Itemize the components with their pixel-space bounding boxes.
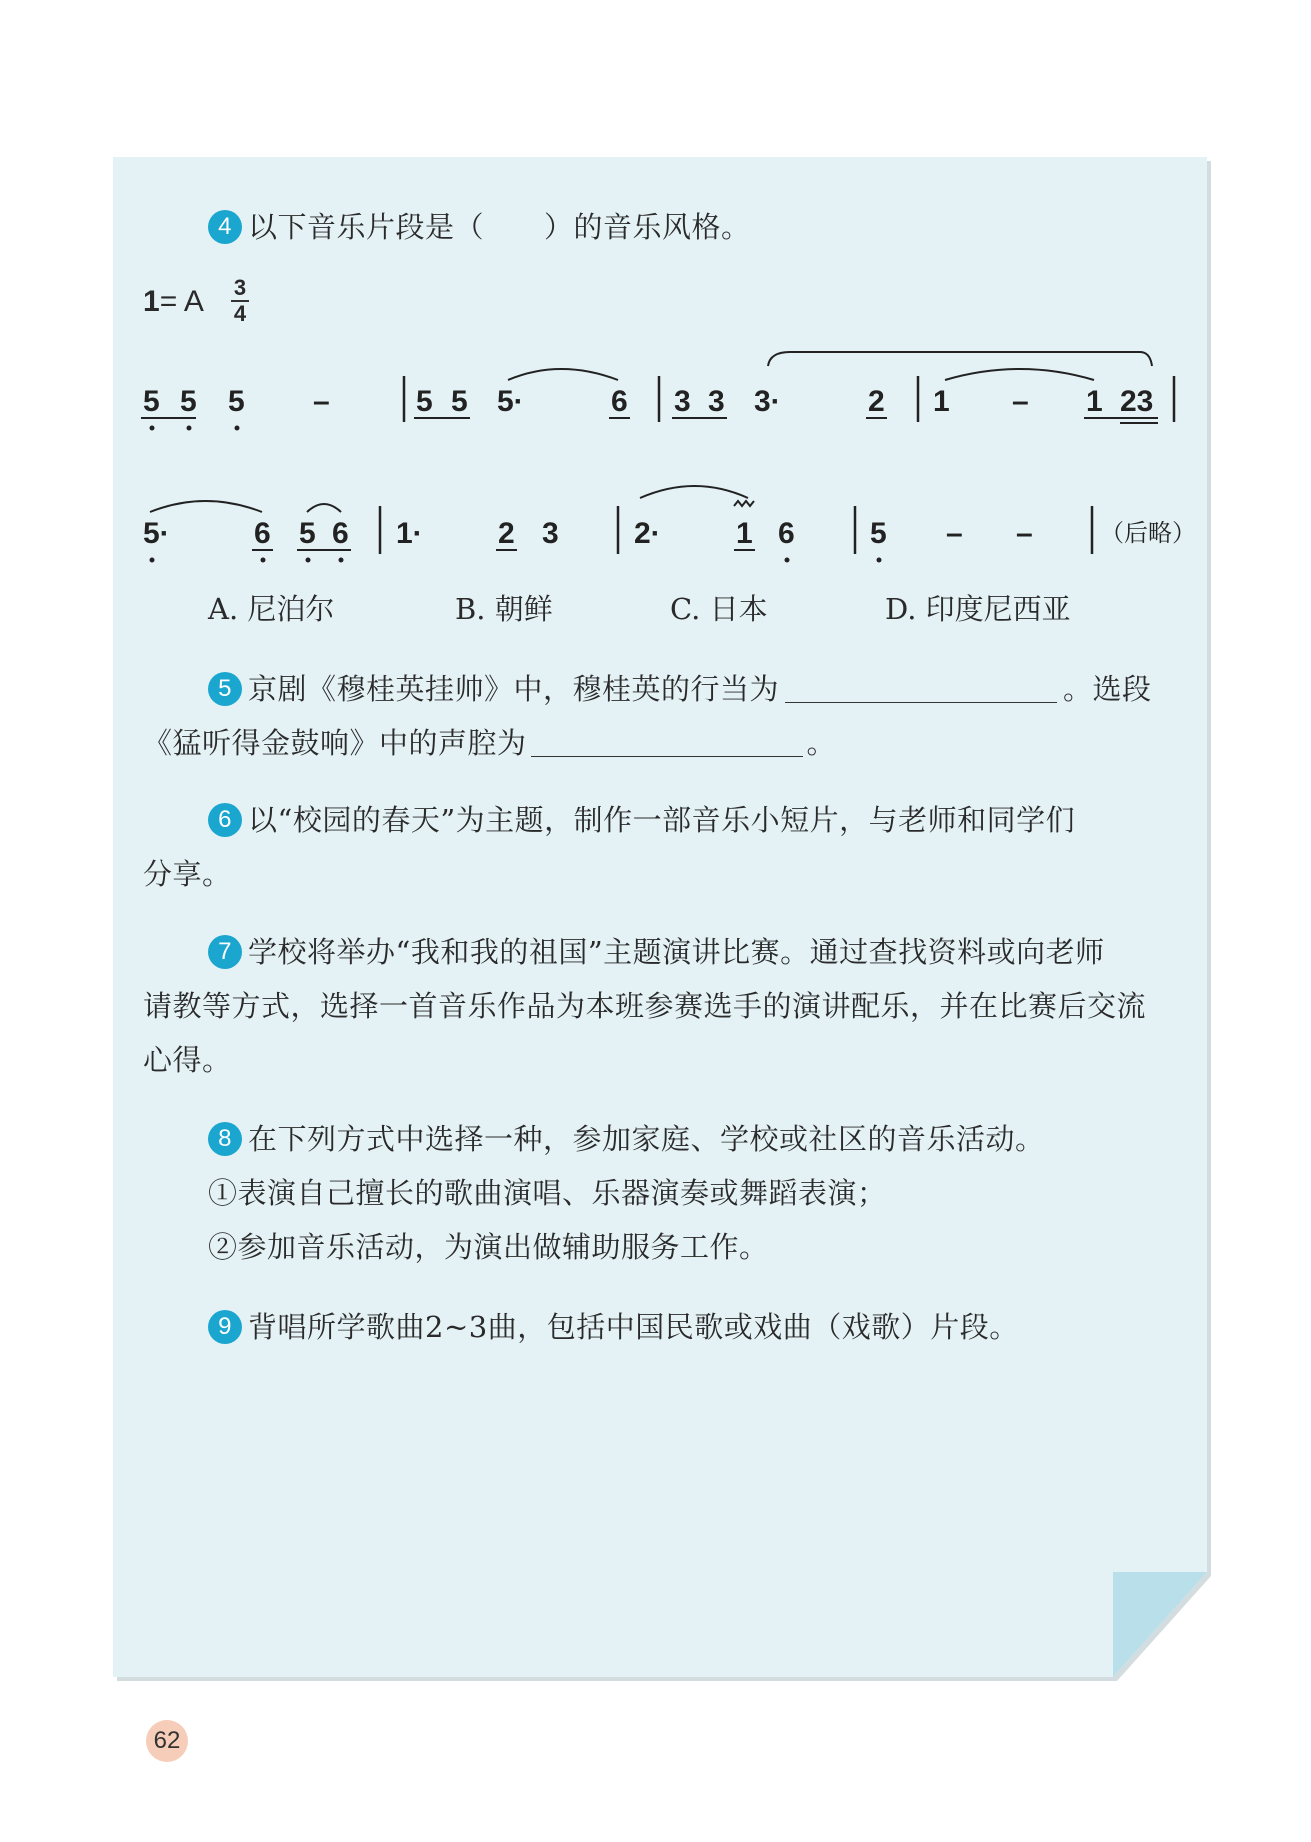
time-signature: 3 4	[231, 277, 249, 325]
question-4-text-before: 以下音乐片段是（	[248, 210, 485, 244]
note: –	[946, 517, 963, 550]
note: 6	[254, 517, 271, 550]
option-b: B. 朝鲜	[455, 592, 553, 626]
answer-blank[interactable]	[531, 728, 803, 757]
question-number-badge: 9	[208, 1310, 242, 1344]
note: 2·	[634, 517, 661, 550]
question-number-badge: 6	[208, 803, 242, 837]
note: 5	[299, 517, 316, 550]
note: 5	[180, 385, 197, 418]
question-9: 9 背唱所学歌曲2~3曲，包括中国民歌或戏曲（戏歌）片段。	[208, 1300, 1019, 1354]
question-8-line-3: ②参加音乐活动，为演出做辅助服务工作。	[208, 1230, 769, 1264]
question-number-badge: 5	[208, 672, 242, 706]
note: 5·	[143, 517, 170, 550]
page-number: 62	[146, 1720, 188, 1762]
note: 2	[498, 517, 515, 550]
note: 1	[1086, 385, 1103, 418]
question-number-badge: 4	[208, 210, 242, 244]
note: 3	[542, 517, 559, 550]
question-5-line-1: 5 京剧《穆桂英挂帅》中，穆桂英的行当为 。选段	[208, 662, 1152, 716]
option-d: D. 印度尼西亚	[885, 592, 1071, 626]
question-7-line-2: 请教等方式，选择一首音乐作品为本班参赛选手的演讲配乐，并在比赛后交流	[143, 989, 1147, 1023]
note: –	[313, 385, 330, 418]
key-signature: 1= A 3 4	[143, 285, 204, 319]
note: 5·	[497, 385, 524, 418]
note: 6	[778, 517, 795, 550]
ending-note: （后略）	[1100, 519, 1196, 547]
note: 23	[1120, 385, 1154, 418]
question-6-line-1: 6 以“校园的春天”为主题，制作一部音乐小短片，与老师和同学们	[208, 793, 1075, 847]
note: 6	[611, 385, 628, 418]
question-number-badge: 7	[208, 935, 242, 969]
note: 6	[332, 517, 349, 550]
question-5-line-2: 《猛听得金鼓响》中的声腔为 。	[143, 726, 837, 760]
note: 3	[674, 385, 691, 418]
note: 5	[451, 385, 468, 418]
question-7-line-1: 7 学校将举办“我和我的祖国”主题演讲比赛。通过查找资料或向老师	[208, 925, 1105, 979]
note: 3·	[754, 385, 781, 418]
note: 2	[868, 385, 885, 418]
score-line-1	[141, 352, 1174, 431]
note: –	[1016, 517, 1033, 550]
question-8-line-1: 8 在下列方式中选择一种，参加家庭、学校或社区的音乐活动。	[208, 1112, 1045, 1166]
score-line-2	[143, 486, 1196, 563]
note: 5	[416, 385, 433, 418]
note: –	[1012, 385, 1029, 418]
note: 1	[933, 385, 950, 418]
question-8-line-2: ①表演自己擅长的歌曲演唱、乐器演奏或舞蹈表演；	[208, 1176, 887, 1210]
note: 1·	[396, 517, 423, 550]
note: 3	[708, 385, 725, 418]
question-6-line-2: 分享。	[143, 857, 232, 891]
answer-blank[interactable]	[785, 674, 1057, 703]
note: 5	[228, 385, 245, 418]
note: 5	[143, 385, 160, 418]
note: 5	[870, 517, 887, 550]
option-a: A. 尼泊尔	[208, 592, 335, 626]
option-c: C. 日本	[670, 592, 768, 626]
note: 1	[736, 517, 753, 550]
question-4-text-after: ）的音乐风格。	[544, 210, 751, 244]
question-7-line-3: 心得。	[143, 1043, 232, 1077]
question-number-badge: 8	[208, 1122, 242, 1156]
